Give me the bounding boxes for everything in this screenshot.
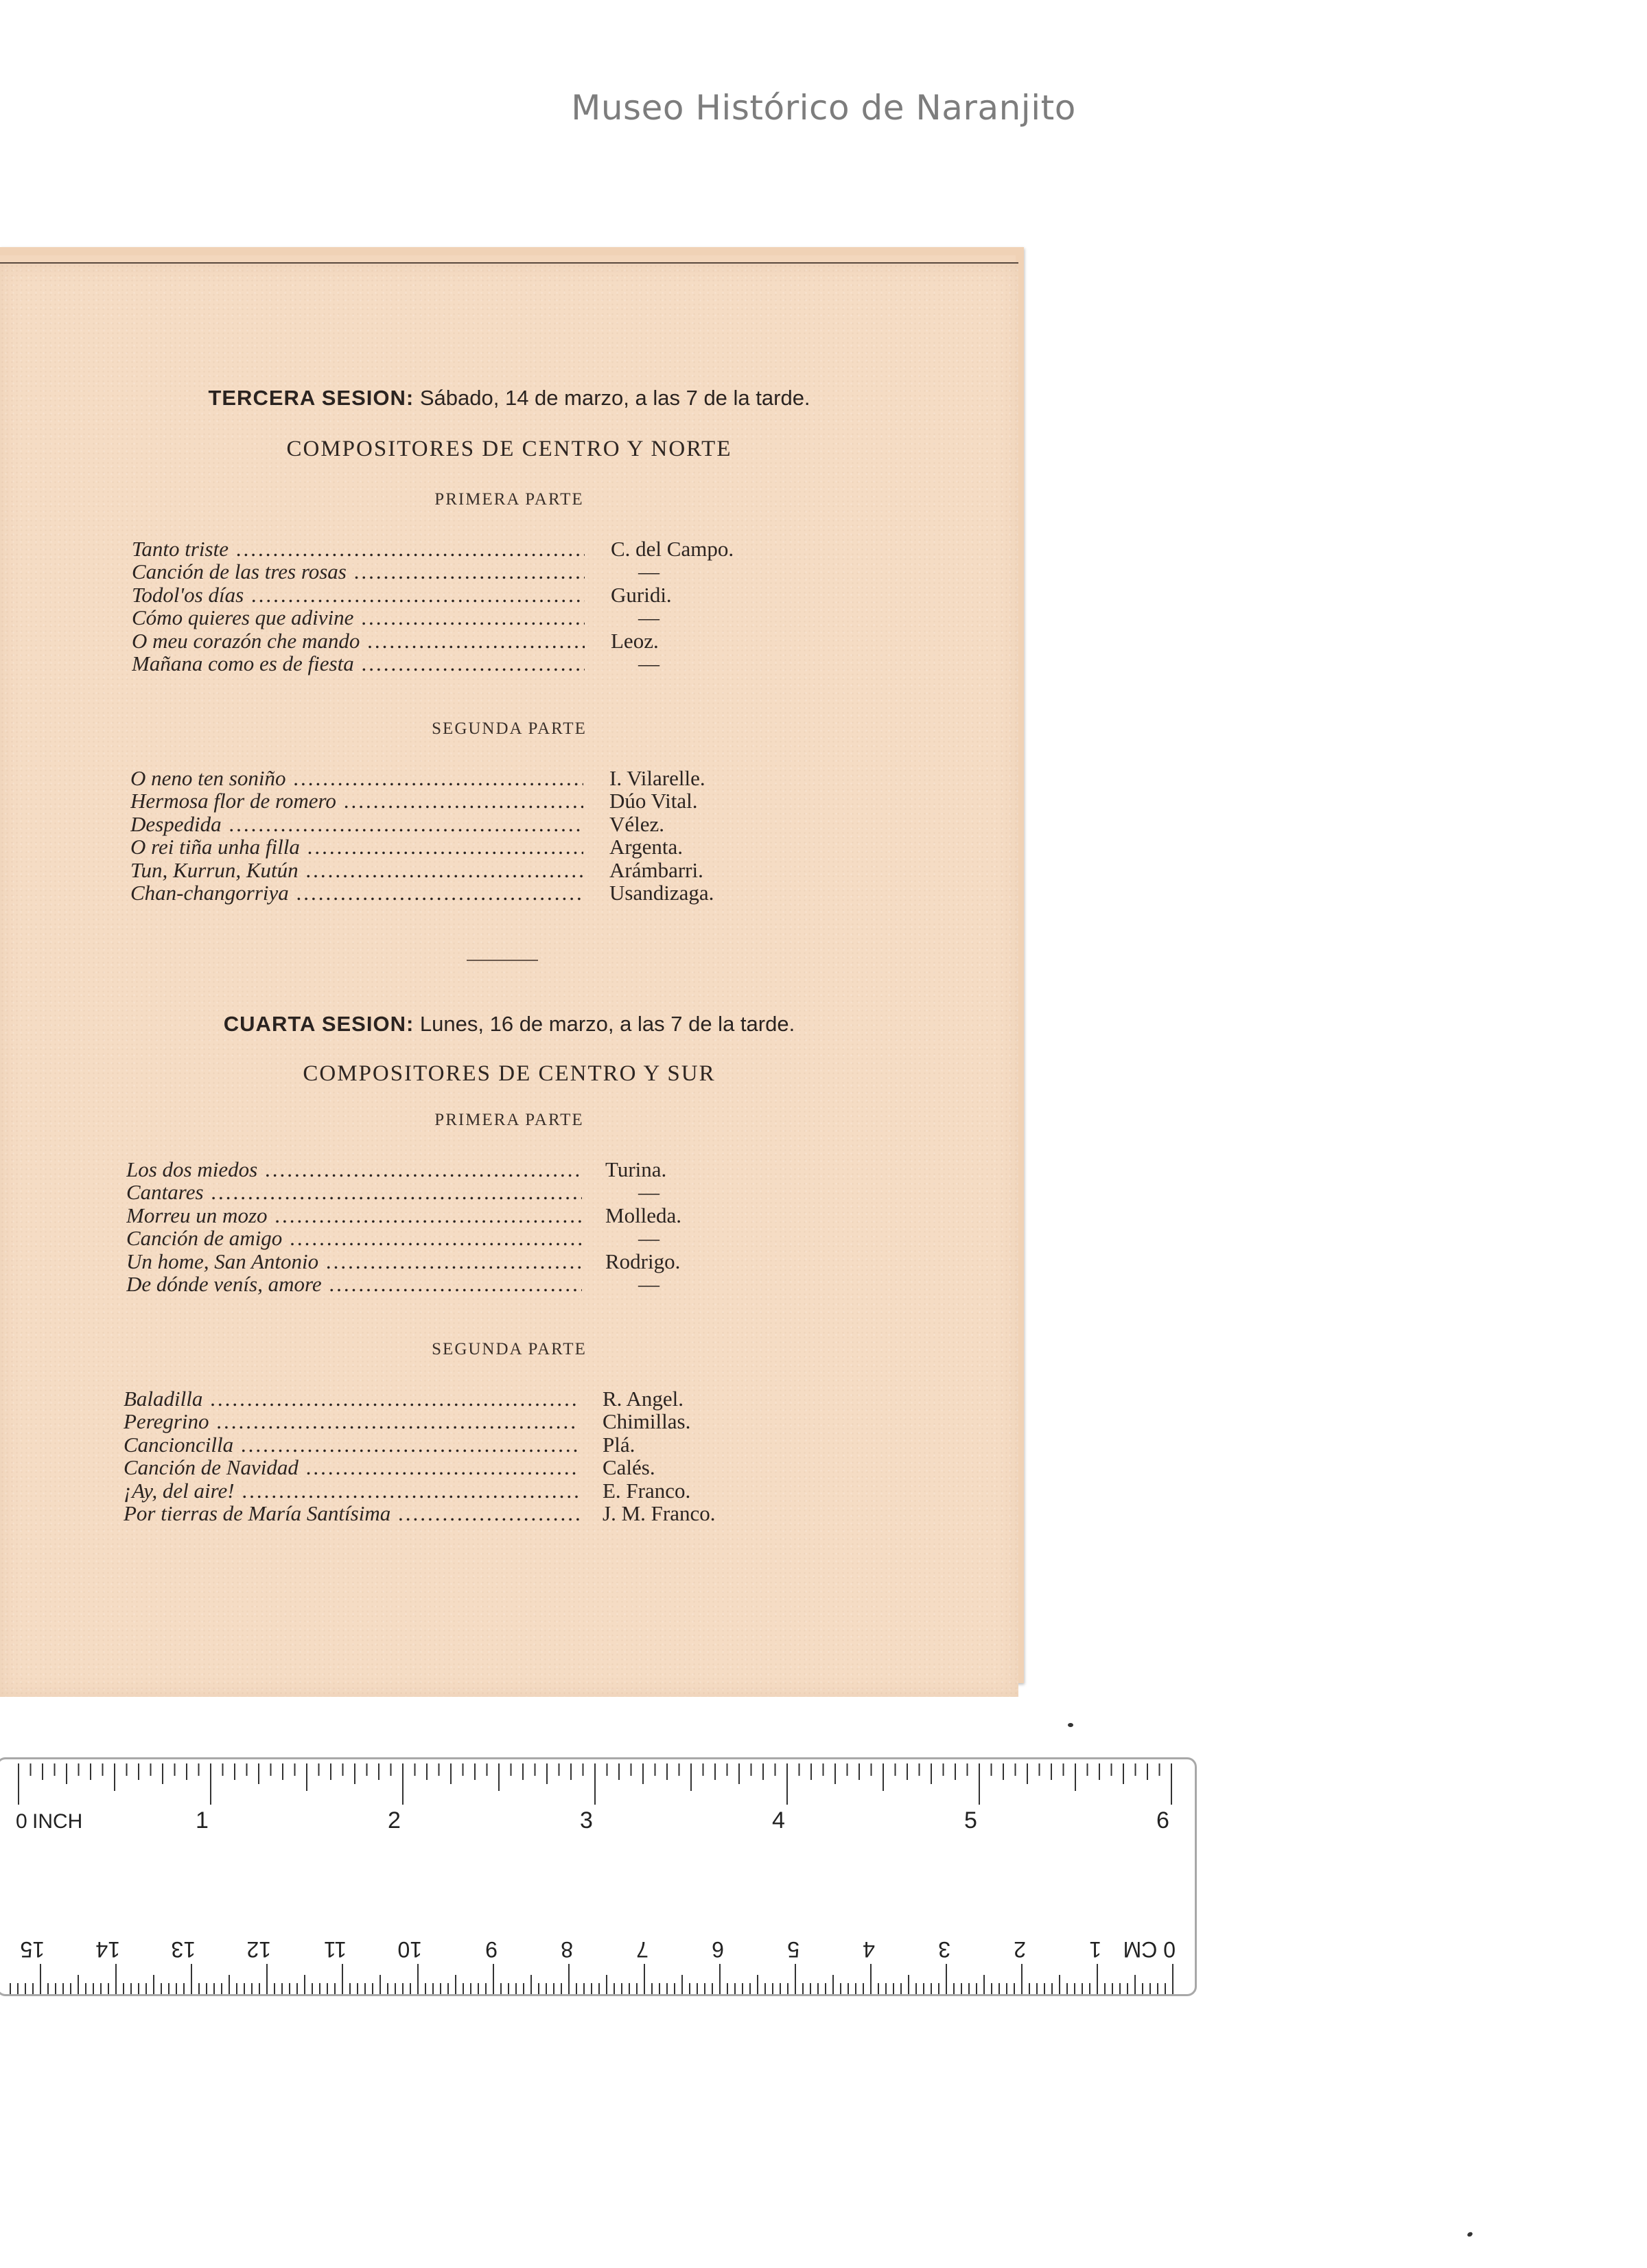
cm-number: 0 CM bbox=[1123, 1937, 1176, 1962]
section-title: COMPOSITORES DE CENTRO Y NORTE bbox=[286, 437, 732, 461]
inch-number: 1 bbox=[196, 1807, 209, 1833]
program-row bbox=[0, 881, 1018, 903]
song-title: Morreu un mozo ..... bbox=[126, 1203, 582, 1228]
museum-watermark-title: Museo Histórico de Naranjito bbox=[571, 88, 1076, 128]
cm-number: 9 bbox=[485, 1937, 498, 1962]
cm-number: 3 bbox=[938, 1937, 950, 1962]
program-row bbox=[0, 559, 1018, 582]
inch-scale bbox=[16, 1763, 1171, 1833]
song-title: Despedida ..... bbox=[130, 812, 583, 837]
part-title: PRIMERA PARTE bbox=[434, 1111, 584, 1129]
program-row bbox=[0, 1455, 1018, 1478]
composer-name: — bbox=[638, 1271, 659, 1296]
composer-name: Turina. bbox=[605, 1157, 667, 1181]
song-title: ¡Ay, del aire! ..... bbox=[124, 1479, 579, 1503]
measurement-ruler bbox=[0, 1757, 1197, 1996]
composer-name: Guridi. bbox=[611, 582, 672, 607]
inch-number: 5 bbox=[964, 1807, 977, 1833]
program-row bbox=[0, 835, 1018, 857]
composer-name: Arámbarri. bbox=[609, 857, 703, 882]
cm-number: 13 bbox=[171, 1937, 196, 1962]
song-title: Todol'os días ..... bbox=[132, 583, 585, 608]
cm-number: 5 bbox=[787, 1937, 799, 1962]
program-row bbox=[0, 1226, 1018, 1249]
composer-name: Leoz. bbox=[611, 628, 659, 653]
song-title: O neno ten soniño ..... bbox=[130, 766, 583, 791]
composer-name: J. M. Franco. bbox=[603, 1501, 716, 1525]
song-title: Canción de las tres rosas ..... bbox=[132, 559, 585, 584]
part-title: SEGUNDA PARTE bbox=[432, 719, 587, 738]
ruler-graphic bbox=[0, 1759, 1199, 1998]
song-title: O rei tiña unha filla ..... bbox=[130, 835, 583, 859]
session-label: CUARTA SESION: bbox=[223, 1012, 414, 1036]
cm-number: 15 bbox=[20, 1937, 45, 1962]
session-heading bbox=[0, 1012, 1018, 1037]
inch-number: 6 bbox=[1156, 1807, 1169, 1833]
program-row bbox=[0, 1272, 1018, 1295]
cm-number: 2 bbox=[1014, 1937, 1026, 1962]
cm-number: 11 bbox=[323, 1937, 347, 1962]
program-row bbox=[0, 583, 1018, 605]
song-title: Los dos miedos ..... bbox=[126, 1157, 582, 1182]
program-row bbox=[0, 651, 1018, 674]
song-title: Peregrino ..... bbox=[124, 1409, 579, 1434]
inch-unit-label: INCH bbox=[32, 1810, 83, 1833]
session-date: Sábado, 14 de marzo, a las 7 de la tarde. bbox=[419, 386, 810, 410]
program-row bbox=[0, 629, 1018, 651]
cm-number: 10 bbox=[397, 1937, 422, 1962]
composer-name: — bbox=[638, 1226, 659, 1251]
composer-name: Chimillas. bbox=[603, 1409, 691, 1434]
inch-number: 3 bbox=[580, 1807, 593, 1833]
composer-name: R. Angel. bbox=[603, 1387, 684, 1411]
session-date: Lunes, 16 de marzo, a las 7 de la tarde. bbox=[419, 1012, 795, 1036]
song-title: Cantares ..... bbox=[126, 1180, 582, 1205]
song-title: O meu corazón che mando ..... bbox=[132, 629, 585, 653]
section-title: COMPOSITORES DE CENTRO Y SUR bbox=[303, 1061, 716, 1086]
session-label: TERCERA SESION: bbox=[208, 386, 414, 410]
cm-scale bbox=[10, 1937, 1176, 1994]
program-row bbox=[0, 1249, 1018, 1272]
program-list bbox=[0, 1387, 1018, 1524]
song-title: Hermosa flor de romero ..... bbox=[130, 789, 583, 813]
program-list bbox=[0, 1157, 1018, 1295]
composer-name: E. Franco. bbox=[603, 1478, 691, 1503]
song-title: Por tierras de María Santísima ..... bbox=[124, 1501, 579, 1526]
cm-number: 12 bbox=[246, 1937, 271, 1962]
composer-name: Plá. bbox=[603, 1432, 635, 1457]
composer-name: Usandizaga. bbox=[609, 880, 714, 905]
program-list bbox=[0, 766, 1018, 903]
program-list bbox=[0, 537, 1018, 674]
session-heading bbox=[0, 386, 1018, 410]
song-title: De dónde venís, amore ..... bbox=[126, 1272, 582, 1297]
program-row bbox=[0, 1479, 1018, 1501]
cm-number: 6 bbox=[712, 1937, 724, 1962]
cm-number: 4 bbox=[863, 1937, 875, 1962]
inch-number: 2 bbox=[388, 1807, 401, 1833]
composer-name: — bbox=[638, 605, 659, 630]
song-title: Chan-changorriya ..... bbox=[130, 881, 583, 905]
part-title: PRIMERA PARTE bbox=[434, 490, 584, 509]
program-row bbox=[0, 766, 1018, 789]
inch-number: 0 bbox=[16, 1810, 27, 1833]
composer-name: Calés. bbox=[603, 1455, 655, 1480]
cm-number: 14 bbox=[95, 1937, 120, 1962]
program-row bbox=[0, 858, 1018, 881]
program-row bbox=[0, 1387, 1018, 1409]
song-title: Mañana como es de fiesta ..... bbox=[132, 651, 585, 676]
dust-speck bbox=[1068, 1723, 1073, 1727]
composer-name: — bbox=[638, 559, 659, 584]
song-title: Tanto triste ..... bbox=[132, 537, 585, 562]
cm-number: 1 bbox=[1089, 1937, 1101, 1962]
program-row bbox=[0, 1501, 1018, 1524]
cm-number: 7 bbox=[636, 1937, 649, 1962]
composer-name: Rodrigo. bbox=[605, 1249, 681, 1273]
concert-program-page bbox=[0, 262, 1018, 1697]
program-row bbox=[0, 1203, 1018, 1226]
song-title: Tun, Kurrun, Kutún ..... bbox=[130, 858, 583, 883]
composer-name: Vélez. bbox=[609, 811, 665, 836]
program-row bbox=[0, 812, 1018, 835]
composer-name: Molleda. bbox=[605, 1203, 682, 1227]
program-row bbox=[0, 789, 1018, 811]
dust-speck bbox=[1467, 2231, 1473, 2237]
composer-name: I. Vilarelle. bbox=[609, 766, 705, 790]
cm-number: 8 bbox=[561, 1937, 573, 1962]
section-divider bbox=[467, 960, 538, 961]
song-title: Cancioncilla ..... bbox=[124, 1433, 579, 1457]
part-title: SEGUNDA PARTE bbox=[432, 1340, 587, 1358]
program-row bbox=[0, 537, 1018, 559]
program-row bbox=[0, 1409, 1018, 1432]
song-title: Baladilla ..... bbox=[124, 1387, 579, 1411]
song-title: Cómo quieres que adivine ..... bbox=[132, 605, 585, 630]
program-row bbox=[0, 1180, 1018, 1203]
song-title: Un home, San Antonio ..... bbox=[126, 1249, 582, 1274]
composer-name: C. del Campo. bbox=[611, 537, 734, 561]
song-title: Canción de amigo ..... bbox=[126, 1226, 582, 1251]
composer-name: Dúo Vital. bbox=[609, 789, 698, 813]
composer-name: — bbox=[638, 651, 659, 675]
composer-name: — bbox=[638, 1180, 659, 1205]
program-row bbox=[0, 1433, 1018, 1455]
inch-number: 4 bbox=[772, 1807, 785, 1833]
program-row bbox=[0, 605, 1018, 628]
song-title: Canción de Navidad ..... bbox=[124, 1455, 579, 1480]
program-row bbox=[0, 1157, 1018, 1180]
composer-name: Argenta. bbox=[609, 835, 684, 859]
